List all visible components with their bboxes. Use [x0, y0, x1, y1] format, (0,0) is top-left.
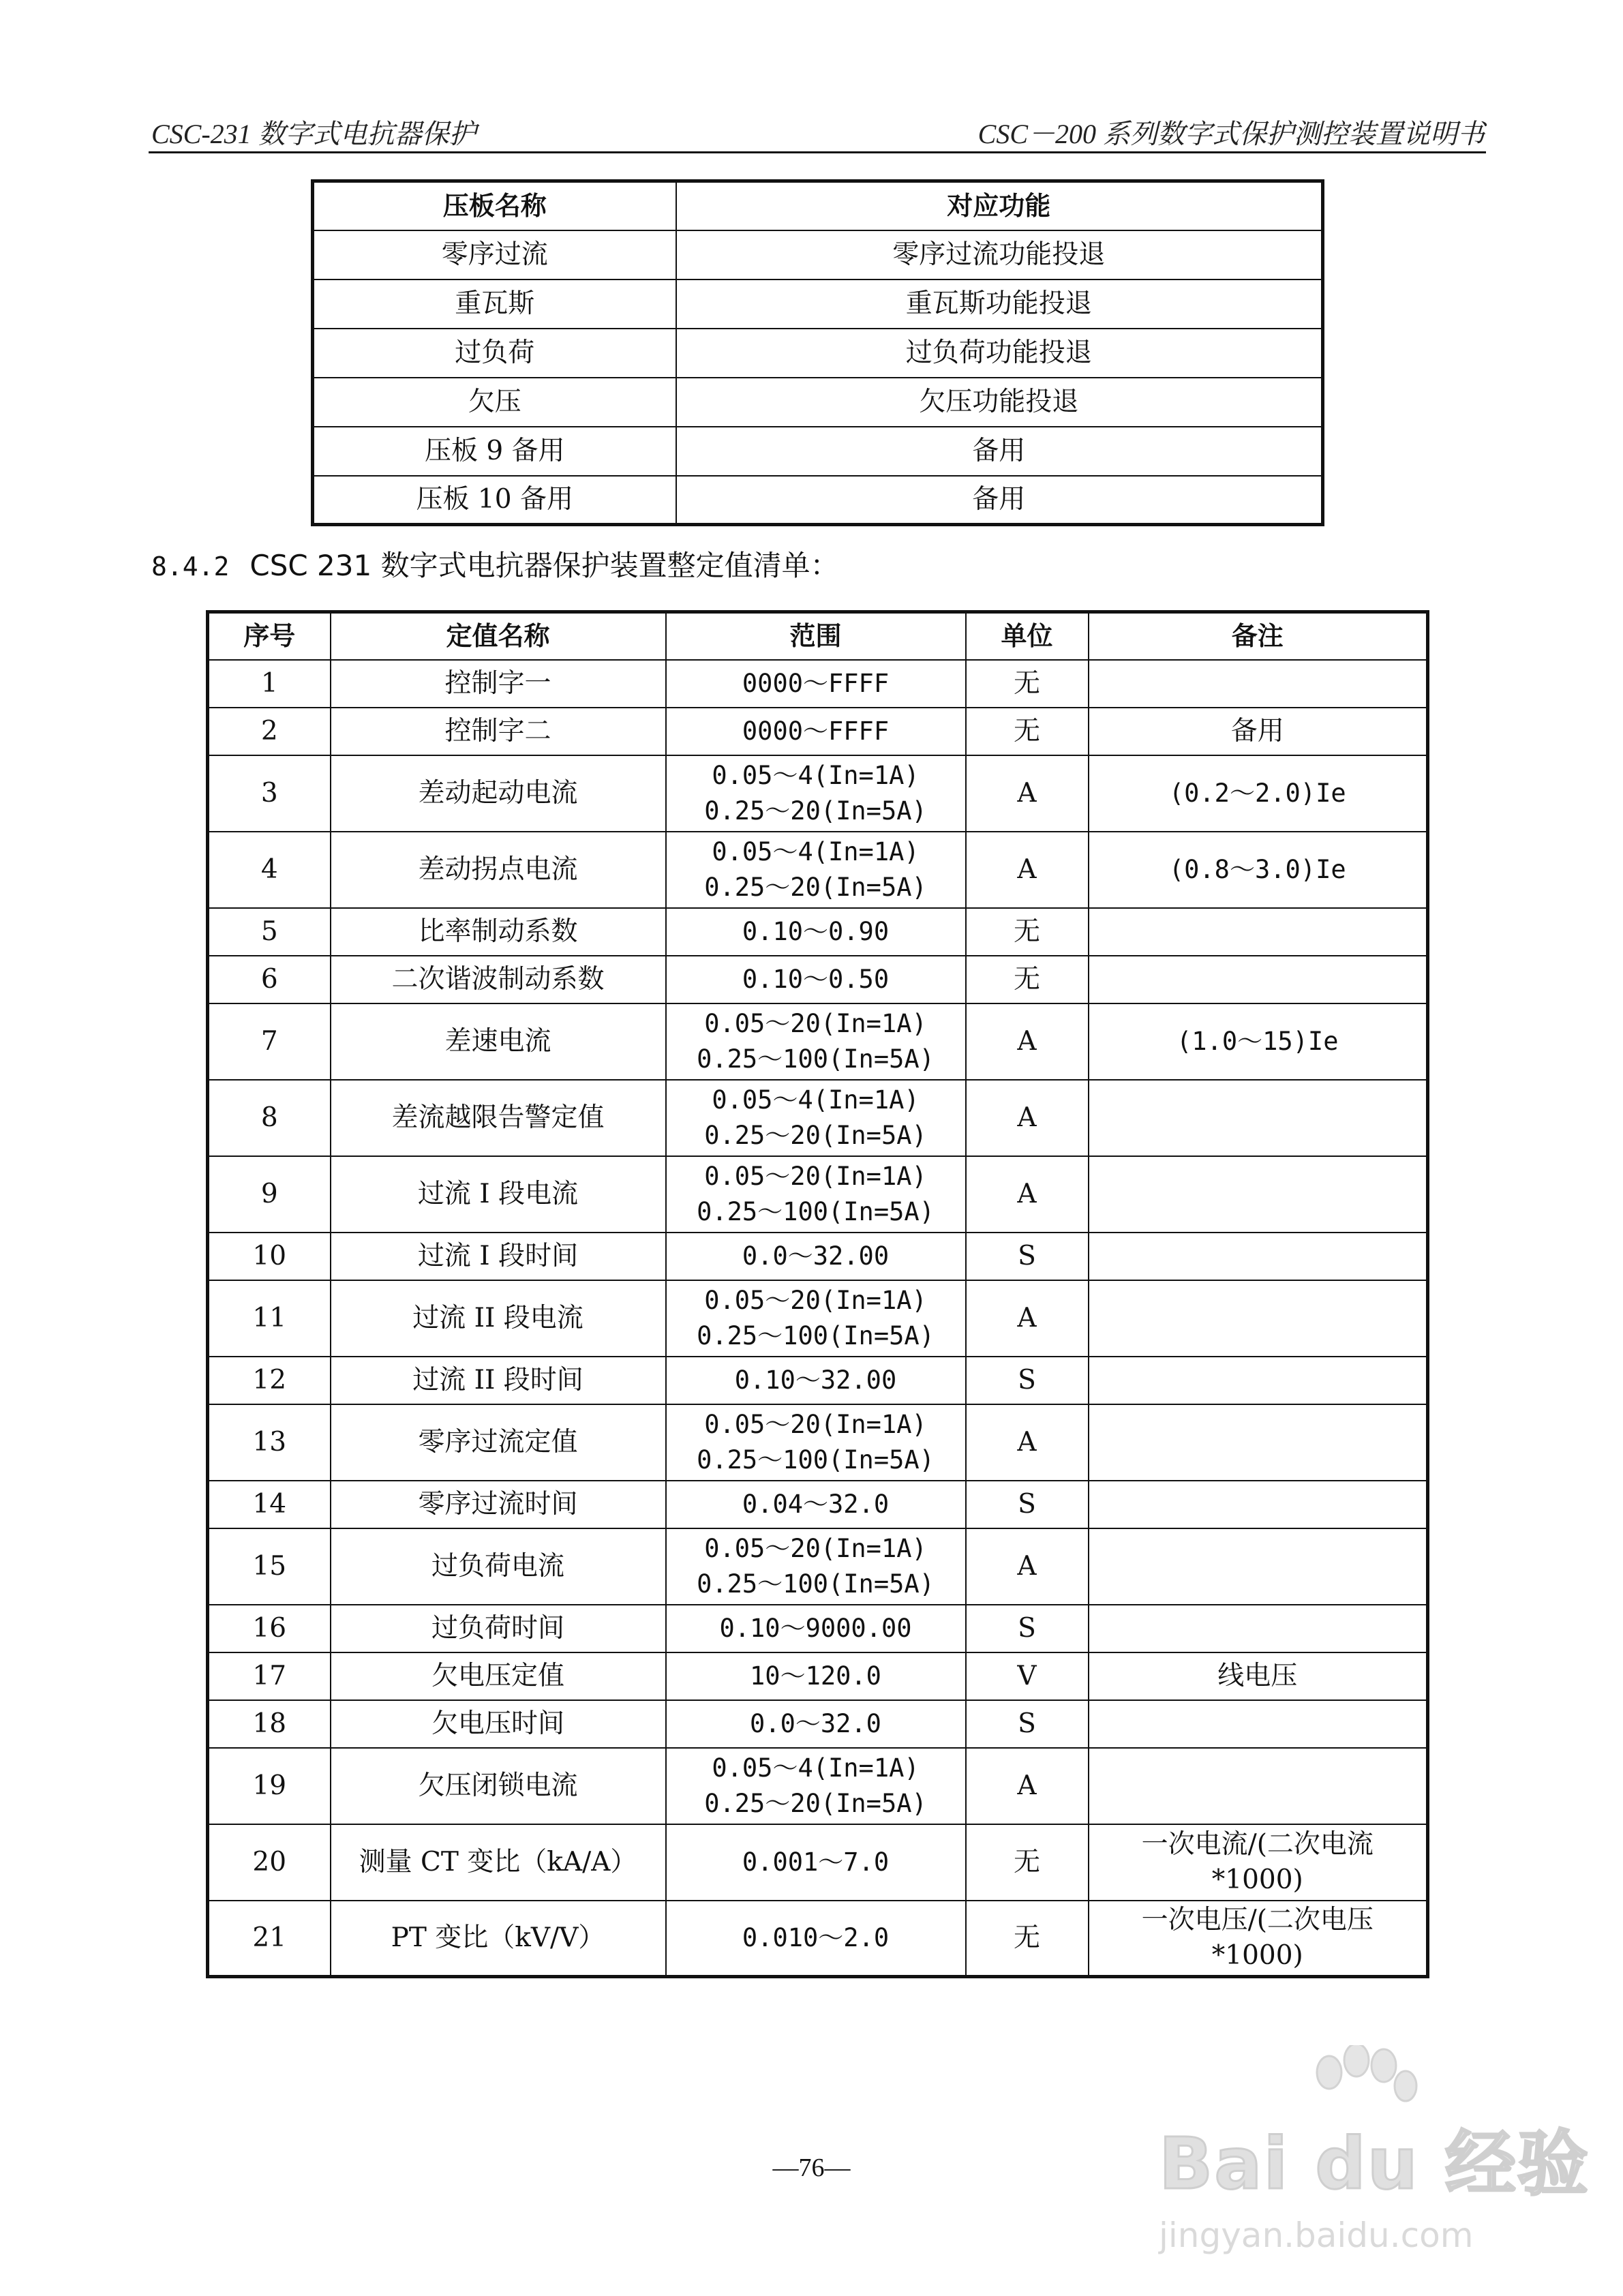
plate-name-cell: 欠压: [313, 378, 676, 427]
plate-function-cell: 欠压功能投退: [676, 378, 1323, 427]
setting-note-cell: [1089, 1824, 1428, 1901]
setting-unit-cell: A: [966, 1080, 1089, 1156]
setting-note-line: (0.8～3.0)Ie: [1168, 854, 1346, 884]
setting-note-cell: [1089, 1357, 1428, 1404]
section-number: 8.4.2: [151, 552, 230, 581]
setting-table-row: [208, 1528, 1428, 1605]
setting-note-cell: [1089, 956, 1428, 1003]
setting-unit-cell: S: [966, 1700, 1089, 1748]
setting-note-cell: [1089, 1528, 1428, 1605]
setting-note-line: (1.0～15)Ie: [1177, 1026, 1339, 1056]
setting-value-table: [206, 610, 1429, 1978]
setting-no-cell: 7: [208, 1003, 331, 1080]
setting-unit-cell: 无: [966, 660, 1089, 708]
setting-unit-cell: S: [966, 1605, 1089, 1652]
setting-no-cell: 20: [208, 1824, 331, 1901]
setting-table-row: [208, 1700, 1428, 1748]
plate-table-row: [313, 230, 1323, 280]
setting-range-cell: [666, 1280, 966, 1357]
setting-note-line: 备用: [1230, 715, 1284, 746]
setting-range-line: 0.25～100(In=5A): [697, 1196, 935, 1226]
setting-note-cell: [1089, 1080, 1428, 1156]
setting-note-line: *1000): [1211, 1864, 1303, 1895]
plate-table-row: [313, 329, 1323, 378]
setting-table-row: [208, 1605, 1428, 1652]
setting-range-cell: [666, 755, 966, 832]
setting-range-cell: [666, 660, 966, 708]
plate-function-cell: 零序过流功能投退: [676, 230, 1323, 280]
setting-table-row: [208, 1357, 1428, 1404]
setting-name-cell: 零序过流时间: [331, 1481, 666, 1528]
setting-range-line: 0.25～20(In=5A): [704, 796, 927, 826]
setting-note-cell: [1089, 708, 1428, 755]
setting-range-line: 0.010～2.0: [742, 1922, 890, 1952]
setting-note-line: 一次电压/(二次电压: [1141, 1904, 1374, 1935]
plate-header-function: 对应功能: [676, 181, 1323, 230]
setting-name-cell: 欠电压定值: [331, 1652, 666, 1700]
setting-range-line: 0.10～0.50: [742, 964, 890, 994]
setting-range-cell: [666, 1080, 966, 1156]
setting-no-cell: 12: [208, 1357, 331, 1404]
setting-unit-cell: A: [966, 1404, 1089, 1481]
setting-name-cell: 差动起动电流: [331, 755, 666, 832]
plate-function-cell: 重瓦斯功能投退: [676, 280, 1323, 329]
setting-no-cell: 18: [208, 1700, 331, 1748]
setting-no-cell: 19: [208, 1748, 331, 1824]
setting-unit-cell: A: [966, 755, 1089, 832]
setting-range-cell: [666, 1652, 966, 1700]
setting-table-header-row: [208, 612, 1428, 660]
setting-range-line: 0.04～32.0: [742, 1489, 890, 1519]
setting-table-row: [208, 1824, 1428, 1901]
setting-range-line: 0.05～4(In=1A): [712, 760, 920, 790]
setting-name-cell: 控制字二: [331, 708, 666, 755]
setting-table-row: [208, 1156, 1428, 1233]
setting-range-line: 0.05～20(In=1A): [704, 1285, 927, 1315]
setting-note-line: *1000): [1211, 1939, 1303, 1971]
setting-note-cell: [1089, 755, 1428, 832]
setting-table-row: [208, 1481, 1428, 1528]
setting-name-cell: 过流 II 段电流: [331, 1280, 666, 1357]
setting-note-cell: [1089, 1280, 1428, 1357]
setting-name-cell: 测量 CT 变比（kA/A）: [331, 1824, 666, 1901]
plate-name-cell: 零序过流: [313, 230, 676, 280]
plate-name-cell: 压板 9 备用: [313, 427, 676, 476]
setting-range-cell: [666, 1156, 966, 1233]
watermark-brand: Bai du 经验: [1159, 2122, 1590, 2205]
setting-name-cell: 二次谐波制动系数: [331, 956, 666, 1003]
section-title: CSC 231 数字式电抗器保护装置整定值清单：: [249, 549, 839, 582]
setting-unit-cell: V: [966, 1652, 1089, 1700]
setting-unit-cell: A: [966, 1748, 1089, 1824]
setting-range-line: 0.25～20(In=5A): [704, 872, 927, 902]
setting-range-cell: [666, 1233, 966, 1280]
setting-range-cell: [666, 708, 966, 755]
setting-range-line: 0.05～20(In=1A): [704, 1008, 927, 1038]
plate-header-name: 压板名称: [313, 181, 676, 230]
setting-unit-cell: A: [966, 1280, 1089, 1357]
setting-range-cell: [666, 1700, 966, 1748]
setting-no-cell: 1: [208, 660, 331, 708]
setting-unit-cell: 无: [966, 908, 1089, 956]
setting-range-line: 0.0～32.00: [742, 1241, 890, 1271]
setting-table-row: [208, 1003, 1428, 1080]
watermark-site: jingyan.baidu.com: [1159, 2216, 1474, 2255]
plate-name-cell: 重瓦斯: [313, 280, 676, 329]
setting-range-cell: [666, 1605, 966, 1652]
setting-header-range: 范围: [666, 612, 966, 660]
plate-function-cell: 备用: [676, 476, 1323, 525]
setting-note-cell: [1089, 1404, 1428, 1481]
setting-table-row: [208, 1280, 1428, 1357]
setting-no-cell: 6: [208, 956, 331, 1003]
plate-function-cell: 备用: [676, 427, 1323, 476]
setting-no-cell: 4: [208, 832, 331, 908]
setting-table-row: [208, 660, 1428, 708]
setting-table-row: [208, 1748, 1428, 1824]
setting-range-line: 0000～FFFF: [742, 716, 890, 746]
setting-range-cell: [666, 956, 966, 1003]
setting-table-row: [208, 708, 1428, 755]
setting-note-cell: [1089, 660, 1428, 708]
plate-name-cell: 过负荷: [313, 329, 676, 378]
setting-unit-cell: A: [966, 1528, 1089, 1605]
setting-table-row: [208, 908, 1428, 956]
setting-table-row: [208, 832, 1428, 908]
setting-note-cell: [1089, 908, 1428, 956]
setting-no-cell: 5: [208, 908, 331, 956]
setting-range-line: 0.25～20(In=5A): [704, 1120, 927, 1150]
setting-note-cell: [1089, 1700, 1428, 1748]
setting-table-row: [208, 1404, 1428, 1481]
plate-function-cell: 过负荷功能投退: [676, 329, 1323, 378]
setting-no-cell: 9: [208, 1156, 331, 1233]
setting-note-cell: [1089, 1003, 1428, 1080]
setting-unit-cell: 无: [966, 1901, 1089, 1977]
plate-function-table: [311, 179, 1324, 526]
plate-table-row: [313, 378, 1323, 427]
setting-name-cell: 过负荷时间: [331, 1605, 666, 1652]
header-left-title: CSC-231 数字式电抗器保护: [151, 119, 476, 149]
setting-unit-cell: A: [966, 832, 1089, 908]
setting-unit-cell: A: [966, 1003, 1089, 1080]
setting-range-line: 0.10～0.90: [742, 916, 890, 946]
setting-range-line: 10～120.0: [750, 1661, 881, 1691]
setting-range-line: 0.10～32.00: [734, 1365, 897, 1395]
setting-unit-cell: S: [966, 1357, 1089, 1404]
section-heading: [151, 543, 839, 584]
setting-name-cell: 过流 II 段时间: [331, 1357, 666, 1404]
setting-name-cell: 过负荷电流: [331, 1528, 666, 1605]
setting-no-cell: 17: [208, 1652, 331, 1700]
setting-name-cell: 零序过流定值: [331, 1404, 666, 1481]
setting-range-line: 0.25～100(In=5A): [697, 1569, 935, 1599]
setting-range-cell: [666, 1748, 966, 1824]
setting-name-cell: 过流 I 段电流: [331, 1156, 666, 1233]
setting-name-cell: 差速电流: [331, 1003, 666, 1080]
setting-name-cell: PT 变比（kV/V）: [331, 1901, 666, 1977]
setting-note-cell: [1089, 1901, 1428, 1977]
setting-range-cell: [666, 1901, 966, 1977]
header-rule: [149, 151, 1486, 153]
setting-range-line: 0.25～100(In=5A): [697, 1044, 935, 1074]
plate-table-row: [313, 280, 1323, 329]
setting-header-note: 备注: [1089, 612, 1428, 660]
setting-range-line: 0.001～7.0: [742, 1847, 890, 1877]
setting-range-cell: [666, 1404, 966, 1481]
setting-range-line: 0.05～20(In=1A): [704, 1409, 927, 1439]
plate-table-row: [313, 476, 1323, 525]
setting-note-line: (0.2～2.0)Ie: [1168, 778, 1346, 808]
setting-name-cell: 欠电压时间: [331, 1700, 666, 1748]
setting-no-cell: 11: [208, 1280, 331, 1357]
setting-name-cell: 欠压闭锁电流: [331, 1748, 666, 1824]
setting-no-cell: 8: [208, 1080, 331, 1156]
setting-no-cell: 2: [208, 708, 331, 755]
setting-note-cell: [1089, 1156, 1428, 1233]
baidu-jingyan-watermark: [1152, 2045, 1590, 2270]
setting-header-unit: 单位: [966, 612, 1089, 660]
setting-range-line: 0.10～9000.00: [719, 1613, 912, 1643]
plate-table-row: [313, 427, 1323, 476]
setting-no-cell: 15: [208, 1528, 331, 1605]
setting-table-row: [208, 956, 1428, 1003]
setting-no-cell: 13: [208, 1404, 331, 1481]
setting-range-cell: [666, 832, 966, 908]
setting-unit-cell: 无: [966, 1824, 1089, 1901]
setting-note-cell: [1089, 1652, 1428, 1700]
plate-table-header-row: [313, 181, 1323, 230]
setting-range-cell: [666, 1528, 966, 1605]
setting-name-cell: 比率制动系数: [331, 908, 666, 956]
setting-note-cell: [1089, 1748, 1428, 1824]
setting-range-cell: [666, 1481, 966, 1528]
setting-range-line: 0.05～4(In=1A): [712, 1085, 920, 1115]
setting-name-cell: 过流 I 段时间: [331, 1233, 666, 1280]
setting-header-no: 序号: [208, 612, 331, 660]
setting-note-cell: [1089, 832, 1428, 908]
header-right-title: CSC－200 系列数字式保护测控装置说明书: [977, 119, 1485, 149]
setting-range-cell: [666, 1824, 966, 1901]
setting-no-cell: 21: [208, 1901, 331, 1977]
setting-range-line: 0.0～32.0: [750, 1708, 881, 1738]
setting-unit-cell: S: [966, 1233, 1089, 1280]
setting-name-cell: 差流越限告警定值: [331, 1080, 666, 1156]
setting-unit-cell: 无: [966, 708, 1089, 755]
setting-range-line: 0.05～4(In=1A): [712, 836, 920, 866]
setting-unit-cell: A: [966, 1156, 1089, 1233]
setting-unit-cell: 无: [966, 956, 1089, 1003]
setting-unit-cell: S: [966, 1481, 1089, 1528]
setting-range-cell: [666, 1003, 966, 1080]
plate-name-cell: 压板 10 备用: [313, 476, 676, 525]
setting-no-cell: 14: [208, 1481, 331, 1528]
setting-range-line: 0000～FFFF: [742, 668, 890, 698]
setting-header-name: 定值名称: [331, 612, 666, 660]
setting-note-cell: [1089, 1605, 1428, 1652]
setting-note-line: 线电压: [1217, 1660, 1298, 1691]
setting-note-cell: [1089, 1481, 1428, 1528]
setting-range-line: 0.25～100(In=5A): [697, 1320, 935, 1350]
setting-range-line: 0.25～100(In=5A): [697, 1445, 935, 1475]
setting-range-line: 0.05～20(In=1A): [704, 1161, 927, 1191]
setting-table-row: [208, 755, 1428, 832]
setting-table-row: [208, 1901, 1428, 1977]
setting-table-row: [208, 1652, 1428, 1700]
setting-note-line: 一次电流/(二次电流: [1141, 1828, 1374, 1860]
setting-range-line: 0.05～4(In=1A): [712, 1753, 920, 1783]
setting-name-cell: 控制字一: [331, 660, 666, 708]
setting-table-row: [208, 1080, 1428, 1156]
setting-range-cell: [666, 1357, 966, 1404]
page-number: —76—: [772, 2154, 851, 2182]
setting-table-row: [208, 1233, 1428, 1280]
setting-no-cell: 16: [208, 1605, 331, 1652]
setting-name-cell: 差动拐点电流: [331, 832, 666, 908]
running-header: [151, 112, 1485, 155]
setting-no-cell: 3: [208, 755, 331, 832]
setting-range-line: 0.05～20(In=1A): [704, 1533, 927, 1563]
setting-range-line: 0.25～20(In=5A): [704, 1788, 927, 1818]
setting-range-cell: [666, 908, 966, 956]
setting-note-cell: [1089, 1233, 1428, 1280]
setting-no-cell: 10: [208, 1233, 331, 1280]
